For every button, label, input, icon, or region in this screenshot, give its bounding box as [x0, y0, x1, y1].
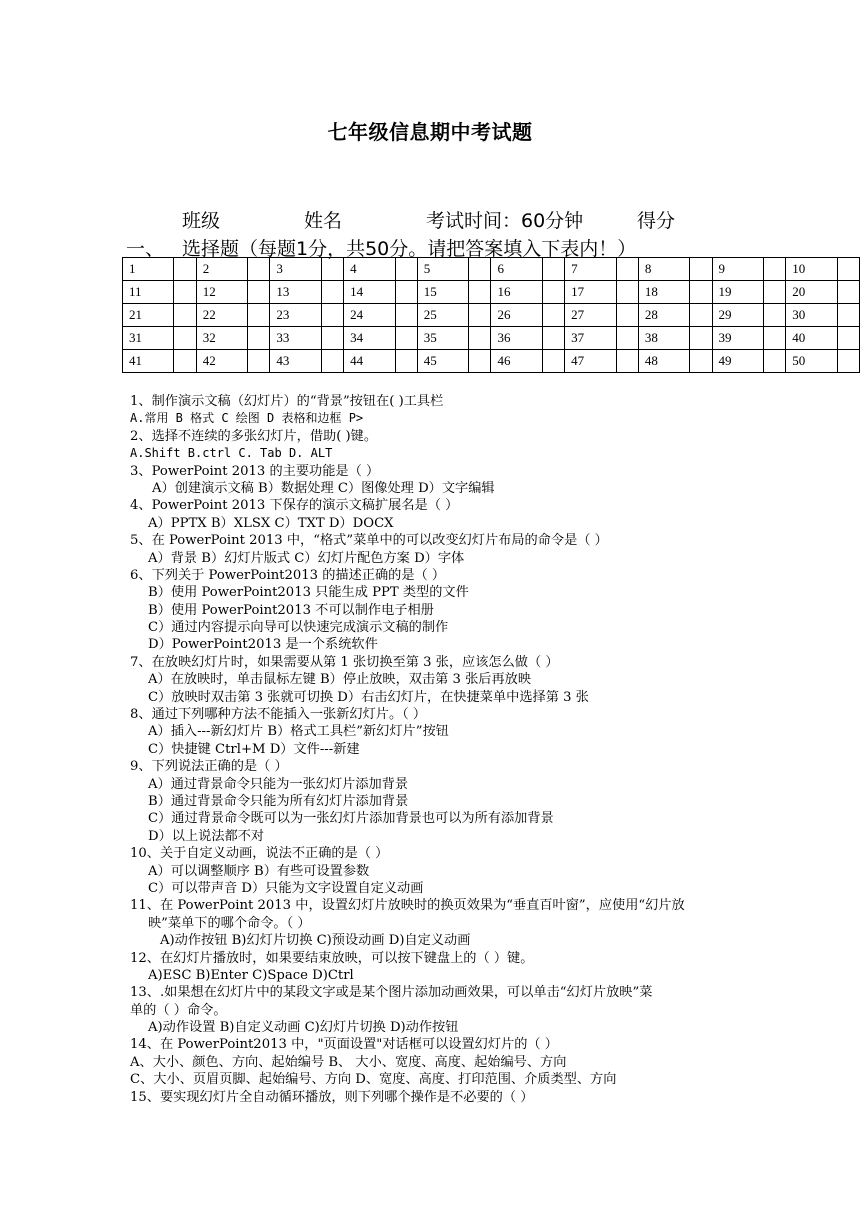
answer-cell[interactable]	[321, 350, 343, 373]
answer-cell[interactable]	[174, 327, 196, 350]
question-number-cell: 14	[344, 281, 395, 304]
question-line: 12、在幻灯片播放时，如果要结束放映，可以按下键盘上的（ ）键。	[130, 950, 534, 966]
question-line: 映”菜单下的哪个命令。（ ）	[148, 915, 311, 931]
question-number-cell: 4	[344, 258, 395, 281]
option-line: C）可以带声音 D）只能为文字设置自定义动画	[148, 880, 424, 896]
answer-cell[interactable]	[248, 258, 270, 281]
question-number-cell: 29	[712, 304, 763, 327]
answer-table-row	[123, 350, 860, 373]
answer-cell[interactable]	[763, 350, 785, 373]
answer-cell[interactable]	[395, 281, 417, 304]
question-number-cell: 24	[344, 304, 395, 327]
question-number-cell: 42	[196, 350, 247, 373]
question-number-cell: 32	[196, 327, 247, 350]
answer-cell[interactable]	[616, 304, 638, 327]
question-number-cell: 2	[196, 258, 247, 281]
answer-cell[interactable]	[174, 304, 196, 327]
question-number-cell: 10	[786, 258, 837, 281]
option-line: C、大小、页眉页脚、起始编号、方向 D、宽度、高度、打印范围、介质类型、方向	[130, 1072, 617, 1088]
question-line: 3、PowerPoint 2013 的主要功能是（ ）	[130, 463, 380, 479]
exam-time-label: 考试时间：60分钟	[426, 210, 584, 232]
option-line: A.常用 B 格式 C 绘图 D 表格和边框 P>	[130, 411, 364, 426]
option-line: A）可以调整顺序 B）有些可设置参数	[148, 863, 370, 879]
option-line: B）使用 PowerPoint2013 不可以制作电子相册	[148, 602, 434, 618]
section-text: 选择题（每题1分，共50分。请把答案填入下表内！）	[182, 238, 637, 260]
answer-cell[interactable]	[174, 258, 196, 281]
answer-cell[interactable]	[469, 281, 491, 304]
question-number-cell: 36	[491, 327, 542, 350]
answer-cell[interactable]	[837, 258, 859, 281]
answer-table-row	[123, 258, 860, 281]
question-number-cell: 46	[491, 350, 542, 373]
score-label: 得分	[637, 210, 676, 232]
option-line: C）放映时双击第 3 张就可切换 D）右击幻灯片，在快捷菜单中选择第 3 张	[148, 689, 589, 705]
answer-cell[interactable]	[248, 350, 270, 373]
question-line: 11、在 PowerPoint 2013 中，设置幻灯片放映时的换页效果为“垂直百叶窗”，应使用“幻片放	[130, 898, 685, 914]
answer-cell[interactable]	[690, 350, 712, 373]
question-line: 单的（ ）命令。	[130, 1002, 227, 1018]
name-label: 姓名	[304, 210, 343, 232]
answer-cell[interactable]	[469, 304, 491, 327]
answer-cell[interactable]	[542, 304, 564, 327]
question-number-cell: 44	[344, 350, 395, 373]
question-number-cell: 39	[712, 327, 763, 350]
option-line: A）创建演示文稿 B）数据处理 C）图像处理 D）文字编辑	[152, 480, 495, 496]
answer-cell[interactable]	[690, 258, 712, 281]
answer-cell[interactable]	[616, 327, 638, 350]
question-number-cell: 8	[638, 258, 689, 281]
answer-table-row	[123, 327, 860, 350]
question-number-cell: 37	[565, 327, 616, 350]
question-number-cell: 18	[638, 281, 689, 304]
question-number-cell: 6	[491, 258, 542, 281]
option-line: A.Shift B.ctrl C. Tab D. ALT	[130, 446, 333, 461]
answer-cell[interactable]	[542, 350, 564, 373]
question-number-cell: 11	[123, 281, 174, 304]
question-number-cell: 3	[270, 258, 321, 281]
answer-cell[interactable]	[763, 304, 785, 327]
answer-cell[interactable]	[690, 304, 712, 327]
question-number-cell: 40	[786, 327, 837, 350]
question-number-cell: 48	[638, 350, 689, 373]
question-line: 14、在 PowerPoint2013 中，"页面设置"对话框可以设置幻灯片的（ ）	[130, 1037, 558, 1053]
question-line: 1、制作演示文稿（幻灯片）的“背景”按钮在( )工具栏	[130, 394, 444, 409]
question-line: 8、通过下列哪种方法不能插入一张新幻灯片。（ ）	[130, 707, 427, 723]
question-line: 7、在放映幻灯片时，如果需要从第 1 张切换至第 3 张，应该怎么做（ ）	[130, 654, 559, 670]
answer-cell[interactable]	[616, 258, 638, 281]
question-number-cell: 33	[270, 327, 321, 350]
answer-cell[interactable]	[248, 327, 270, 350]
option-line: A）通过背景命令只能为一张幻灯片添加背景	[148, 776, 409, 792]
answer-cell[interactable]	[763, 258, 785, 281]
question-number-cell: 43	[270, 350, 321, 373]
option-line: A)ESC B)Enter C)Space D)Ctrl	[148, 967, 354, 983]
question-number-cell: 12	[196, 281, 247, 304]
question-line: 15、要实现幻灯片全自动循环播放，则下列哪个操作是不必要的（ ）	[130, 1089, 534, 1105]
option-line: C）通过内容提示向导可以快速完成演示文稿的制作	[148, 620, 449, 636]
answer-cell[interactable]	[174, 350, 196, 373]
question-number-cell: 15	[417, 281, 468, 304]
option-line: D）PowerPoint2013 是一个系统软件	[148, 637, 378, 653]
question-line: 9、下列说法正确的是（ ）	[130, 759, 288, 775]
answer-cell[interactable]	[469, 327, 491, 350]
answer-cell[interactable]	[321, 258, 343, 281]
option-line: B）使用 PowerPoint2013 只能生成 PPT 类型的文件	[148, 585, 469, 601]
page-title: 七年级信息期中考试题	[327, 120, 533, 144]
question-number-cell: 41	[123, 350, 174, 373]
question-number-cell: 27	[565, 304, 616, 327]
question-number-cell: 47	[565, 350, 616, 373]
answer-cell[interactable]	[616, 281, 638, 304]
answer-cell[interactable]	[763, 327, 785, 350]
question-number-cell: 19	[712, 281, 763, 304]
answer-cell[interactable]	[616, 350, 638, 373]
question-number-cell: 16	[491, 281, 542, 304]
answer-cell[interactable]	[248, 304, 270, 327]
question-number-cell: 45	[417, 350, 468, 373]
answer-cell[interactable]	[837, 350, 859, 373]
question-number-cell: 28	[638, 304, 689, 327]
answer-table	[122, 257, 860, 373]
question-number-cell: 17	[565, 281, 616, 304]
answer-cell[interactable]	[837, 327, 859, 350]
question-number-cell: 22	[196, 304, 247, 327]
answer-cell[interactable]	[837, 304, 859, 327]
question-number-cell: 23	[270, 304, 321, 327]
question-line: 5、在 PowerPoint 2013 中，“格式”菜单中的可以改变幻灯片布局的命令是（ ）	[130, 533, 608, 549]
question-line: 4、PowerPoint 2013 下保存的演示文稿扩展名是（ ）	[130, 498, 459, 514]
answer-cell[interactable]	[395, 304, 417, 327]
question-line: 13、.如果想在幻灯片中的某段文字或是某个图片添加动画效果，可以单击“幻灯片放映”菜	[130, 985, 653, 1001]
answer-cell[interactable]	[174, 281, 196, 304]
question-number-cell: 35	[417, 327, 468, 350]
question-number-cell: 9	[712, 258, 763, 281]
option-line: C）快捷键 Ctrl+M D）文件---新建	[148, 741, 360, 757]
question-number-cell: 31	[123, 327, 174, 350]
answer-cell[interactable]	[469, 350, 491, 373]
option-line: A、大小、颜色、方向、起始编号 B、 大小、宽度、高度、起始编号、方向	[130, 1054, 567, 1070]
option-line: D）以上说法都不对	[148, 828, 265, 844]
option-line: A）在放映时，单击鼠标左键 B）停止放映，双击第 3 张后再放映	[148, 672, 532, 688]
option-line: A)动作设置 B)自定义动画 C)幻灯片切换 D)动作按钮	[148, 1020, 459, 1036]
question-number-cell: 26	[491, 304, 542, 327]
question-number-cell: 30	[786, 304, 837, 327]
option-line: A）背景 B）幻灯片版式 C）幻灯片配色方案 D）字体	[148, 550, 465, 566]
answer-cell[interactable]	[542, 258, 564, 281]
answer-cell[interactable]	[690, 281, 712, 304]
class-label: 班级	[182, 210, 221, 232]
answer-cell[interactable]	[837, 281, 859, 304]
answer-cell[interactable]	[690, 327, 712, 350]
question-line: 2、选择不连续的多张幻灯片，借助( )键。	[130, 428, 378, 444]
option-line: A）PPTX B）XLSX C）TXT D）DOCX	[148, 515, 394, 531]
question-line: 10、关于自定义动画，说法不正确的是（ ）	[130, 846, 389, 862]
section-number: 一、	[126, 238, 165, 260]
option-line: A)动作按钮 B)幻灯片切换 C)预设动画 D)自定义动画	[160, 933, 471, 949]
question-number-cell: 13	[270, 281, 321, 304]
answer-cell[interactable]	[321, 304, 343, 327]
answer-cell[interactable]	[542, 281, 564, 304]
question-number-cell: 34	[344, 327, 395, 350]
option-line: B）通过背景命令只能为所有幻灯片添加背景	[148, 793, 409, 809]
question-number-cell: 50	[786, 350, 837, 373]
answer-cell[interactable]	[469, 258, 491, 281]
answer-cell[interactable]	[542, 327, 564, 350]
answer-cell[interactable]	[395, 258, 417, 281]
question-number-cell: 7	[565, 258, 616, 281]
question-number-cell: 5	[417, 258, 468, 281]
question-number-cell: 25	[417, 304, 468, 327]
answer-cell[interactable]	[321, 327, 343, 350]
answer-cell[interactable]	[395, 327, 417, 350]
answer-cell[interactable]	[763, 281, 785, 304]
question-number-cell: 38	[638, 327, 689, 350]
answer-cell[interactable]	[321, 281, 343, 304]
option-line: A）插入---新幻灯片 B）格式工具栏”新幻灯片”按钮	[148, 724, 449, 740]
question-number-cell: 20	[786, 281, 837, 304]
answer-cell[interactable]	[395, 350, 417, 373]
question-number-cell: 49	[712, 350, 763, 373]
option-line: C）通过背景命令既可以为一张幻灯片添加背景也可以为所有添加背景	[148, 811, 554, 827]
question-line: 6、下列关于 PowerPoint2013 的描述正确的是（ ）	[130, 567, 446, 583]
answer-table-row	[123, 304, 860, 327]
question-list	[130, 393, 770, 1106]
answer-cell[interactable]	[248, 281, 270, 304]
question-number-cell: 1	[123, 258, 174, 281]
question-number-cell: 21	[123, 304, 174, 327]
answer-table-row	[123, 281, 860, 304]
